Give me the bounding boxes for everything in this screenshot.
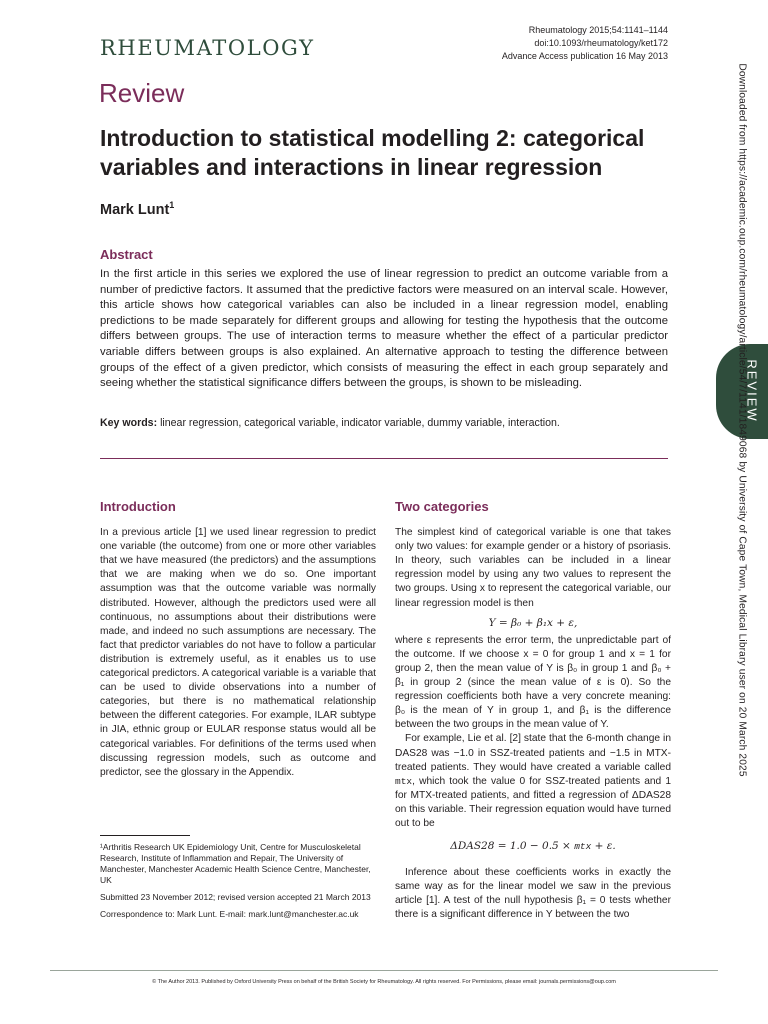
author-line [100, 200, 174, 218]
publication-date: Advance Access publication 16 May 2013 [501, 51, 668, 61]
affiliation-mark: 1 [169, 200, 175, 210]
citation: Rheumatology 2015;54:1141–1144 [528, 25, 668, 35]
equation-2-start: ΔDAS28 = 1.0 − 0.5 × [450, 840, 575, 853]
footnote-submitted: Submitted 23 November 2012; revised version accepted 21 March 2013 [100, 892, 371, 902]
introduction-column [100, 500, 376, 780]
paragraph-4: Inference about these coefficients works in exactly the same way as for the linear model we saw in the previous article [1]. A test of the null hypothesis β₁ = 0 tests whether there is a significant difference in Y between the two [395, 867, 671, 921]
keywords [100, 417, 668, 429]
abstract-heading: Abstract [100, 247, 153, 262]
equation-2-code: mtx [574, 841, 592, 853]
download-watermark: Downloaded from https://academic.oup.com/rheumatology/article/54/7/1141/1849068 by University of Cape Town, Medical Library user on 20 March 2025 [736, 63, 748, 777]
journal-name: RHEUMATOLOGY [100, 36, 315, 60]
introduction-paragraph: In a previous article [1] we used linear regression to predict one variable (the outcome) from one or more other variables that we have measured (the predictors) and the assumptions that we are making when we do so. One important assumption was that the outcome variable was normally distributed. However, although the predictors used were all continuous, no assumptions about their distributions were made, and indeed no such assumptions are necessary. The fact that predictor variables do not have to follow a particular distribution is extremely useful, as it enables us to use categorical predictors. A categorical variable is a variable that can be used to divide observations into a number of categories, but there is no mathematical relationship between the different categories. For example, ILAR subtype in JIA, ethnic group or EULAR response status would all be categorical variables. For definitions of the terms used when discussing regression models, such as outcome and predictor, see the glossary in the Appendix. [100, 527, 376, 778]
keywords-label: Key words: [100, 417, 158, 429]
equation-2-end: + ε. [591, 840, 616, 853]
article-title: Introduction to statistical modelling 2: categorical variables and interactions in linear regression [100, 125, 645, 180]
two-categories-heading: Two categories [395, 499, 489, 514]
footer-divider [50, 970, 718, 971]
equation-2 [395, 839, 671, 854]
author-name: Mark Lunt [100, 201, 170, 218]
footnote-correspondence: Correspondence to: Mark Lunt. E-mail: mark.lunt@manchester.ac.uk [100, 909, 359, 919]
footnotes [100, 842, 376, 926]
keywords-text: linear regression, categorical variable, indicator variable, dummy variable, interaction. [160, 417, 560, 429]
paragraph-3 [395, 732, 671, 831]
doi[interactable]: doi:10.1093/rheumatology/ket172 [534, 38, 668, 48]
paragraph-1: The simplest kind of categorical variable is one that takes only two values: for example gender or a history of psoriasis. In theory, such variables can be included in a linear regression model by using any two values to represent the two groups. Using x to represent the categorical variable, our linear regression model is then [395, 527, 671, 609]
code-mtx: mtx [395, 775, 413, 787]
paragraph-3-end: , which took the value 0 for SSZ-treated patients and 1 for MTX-treated patients, and fitted a regression of ΔDAS28 on this variable. Their regression equation would have turned out to be [395, 775, 671, 829]
section-divider [100, 458, 668, 459]
review-side-tab-label: REVIEW [744, 359, 760, 423]
section-label: Review [99, 78, 185, 108]
equation-1: Y = β₀ + β₁x + ε, [488, 616, 578, 629]
paragraph-3-start: For example, Lie et al. [2] state that the 6-month change in DAS28 was −1.0 in SSZ-treated patients and −1.5 in MTX-treated patients. They would have created a variable called [395, 733, 671, 773]
paragraph-2: where ε represents the error term, the unpredictable part of the outcome. If we choose x = 0 for group 1 and x = 1 for group 2, then the mean value of Y is β₀ in group 1 and β₀ + β₁ in group 2 (since the mean value of ε is 0). So the regression coefficients both have a very concrete meaning: β₀ is the mean of Y in group 1, and β₁ is the difference between the two groups in the mean value of Y. [395, 634, 671, 731]
copyright-notice: © The Author 2013. Published by Oxford University Press on behalf of the British Society for Rheumatology. All rights reserved. For Permissions, please email: journals.permissions@oup.com [152, 979, 616, 985]
introduction-heading: Introduction [100, 499, 176, 514]
abstract-body: In the first article in this series we explored the use of linear regression to predict an outcome variable from a number of predictive factors. It assumed that the predictive factors were measured on an interval scale. However, this article shows how categorical variables can also be included in a linear regression model, enabling predictions to be made separately for different groups and allowing for testing the hypothesis that the outcome differs between groups. The use of interaction terms to measure whether the effect of a particular predictor variable differs between groups is also explained. An alternative approach to testing the difference between groups of the effect of a given predictor, which consists of measuring the effect in each group separately and seeing whether the statistical significance differs between the groups, is shown to be misleading. [100, 268, 668, 390]
footnote-divider [100, 835, 190, 836]
footnote-affiliation: ¹Arthritis Research UK Epidemiology Unit, Centre for Musculoskeletal Research, Institute of Inflammation and Repair, The University of Manchester, Manchester Academic Health Science Centre, Manchester, UK [100, 842, 371, 885]
article-metadata [502, 24, 668, 63]
two-categories-column [395, 500, 671, 923]
